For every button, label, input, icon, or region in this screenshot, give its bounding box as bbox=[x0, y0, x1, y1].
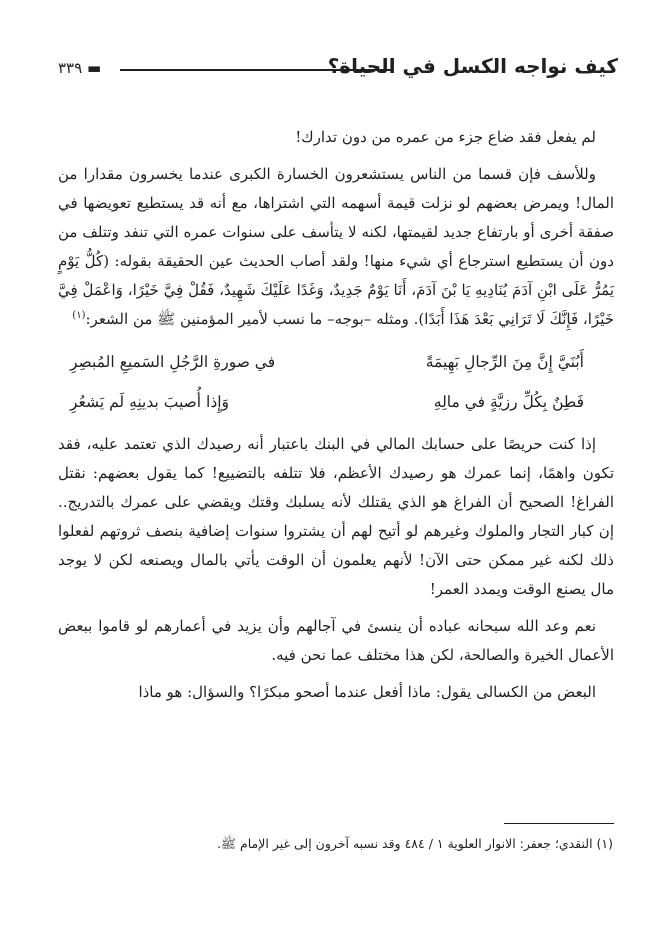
paragraph-1: لم يفعل فقد ضاع جزء من عمره من دون تدارك! bbox=[295, 128, 596, 146]
page-header bbox=[58, 50, 618, 86]
page-number-dash: ▬ bbox=[82, 59, 102, 77]
paragraph-5: البعض من الكسالى يقول: ماذا أفعل عندما أصحو مبكرًا؟ والسؤال: هو ماذا bbox=[138, 683, 596, 701]
page-number bbox=[58, 59, 101, 77]
verse-1-second-hemistich: في صورةِ الرَّجُلِ السَميعِ المُبصِرِ bbox=[70, 353, 276, 371]
footnote-reference: (١) bbox=[72, 310, 86, 321]
page-body bbox=[58, 123, 614, 715]
verse-2-second-hemistich: وَإِذا أُصيبَ بدينِهِ لَم يَشعُرِ bbox=[70, 393, 230, 411]
paragraph-3: إذا كنت حريصًا على حسابك المالي في البنك باعتبار أنه رصيدك الذي تعتمد عليه، فقد تكون واهمًا، إنما عمرك هو رصيدك الأعظم، فلا تتلفه بالتضييع! كما يقول بعضهم: نقتل الفراغ! الصحيح أن الفراغ هو الذي يقتلك لأنه يسلبك وقتك ويقضي على عمرك بالتدريج.. إن كبار التجار والملوك وغيرهم لو أتيح لهم أن يشتروا سنوات إضافية بنصف ثروتهم لفعلوا ذلك لكنه غير ممكن حتى الآن! لأنهم يعلمون أن الوقت يأتي بالمال ويصنعه لكن لا يوجد مال يصنع الوقت ويمدد العمر! bbox=[58, 435, 614, 598]
footnote-separator bbox=[504, 823, 614, 824]
paragraph-2-text: وللأسف فإن قسما من الناس يستشعرون الخسارة الكبرى عندما يخسرون مقدارا من المال! ويمرض بعضهم لو نزلت قيمة أسهمه التي اشتراها، مع أنه قد يستطيع تعويضها في صفقة أخرى أو بارتفاع جديد لقيمتها، لكنه لا يتأسف على سنوات عمره التي تنفد وتتلف من دون أن يستطيع استرجاع أي شيء منها! ولقد أصاب الحديث عين الحقيقة بقوله: (كُلُّ يَوْمٍ يَمُرُّ عَلَى ابْنِ آدَمَ يُنَادِيهِ يَا بْنَ آدَمَ، أَنَا يَوْمٌ جَدِيدٌ، وَغَدًا عَلَيْكَ شَهِيدٌ، فَقُلْ فِيَّ خَيْرًا، وَاعْمَلْ فِيَّ خَيْرًا، فَإِنَّكَ لَا تَرَانِي بَعْدَ هَذَا أَبَدًا). ومثله –بوجه– ما نسب لأمير المؤمنين ﷺ من الشعر: bbox=[58, 165, 614, 328]
running-title: كيف نواجه الكسل في الحياة؟ bbox=[327, 54, 618, 78]
footnote: (١) النقدي؛ جعفر: الانوار العلوية ١ / ٤٨٤ وقد نسبه آخرون إلى غير الإمام ﷺ. bbox=[216, 836, 613, 851]
verse-2-first-hemistich: فَطِنٌ بِكُلِّ رزيَّةٍ في مالِهِ bbox=[433, 393, 584, 411]
verse-1-first-hemistich: أَبُنَيَّ إِنَّ مِنَ الرِّجالِ بَهِيمَةً bbox=[425, 353, 584, 371]
header-rule bbox=[120, 69, 393, 71]
poem bbox=[58, 342, 614, 422]
poem-verse-1 bbox=[58, 342, 614, 382]
page-number-value: ٣٣٩ bbox=[58, 59, 83, 77]
paragraph-2 bbox=[58, 160, 614, 334]
paragraph-4: نعم وعد الله سبحانه عباده أن ينسئ في آجالهم وأن يزيد في أعمارهم لو قاموا ببعض الأعمال الخيرة والصالحة، لكن هذا مختلف عما نحن فيه. bbox=[58, 617, 614, 664]
poem-verse-2 bbox=[58, 382, 614, 422]
